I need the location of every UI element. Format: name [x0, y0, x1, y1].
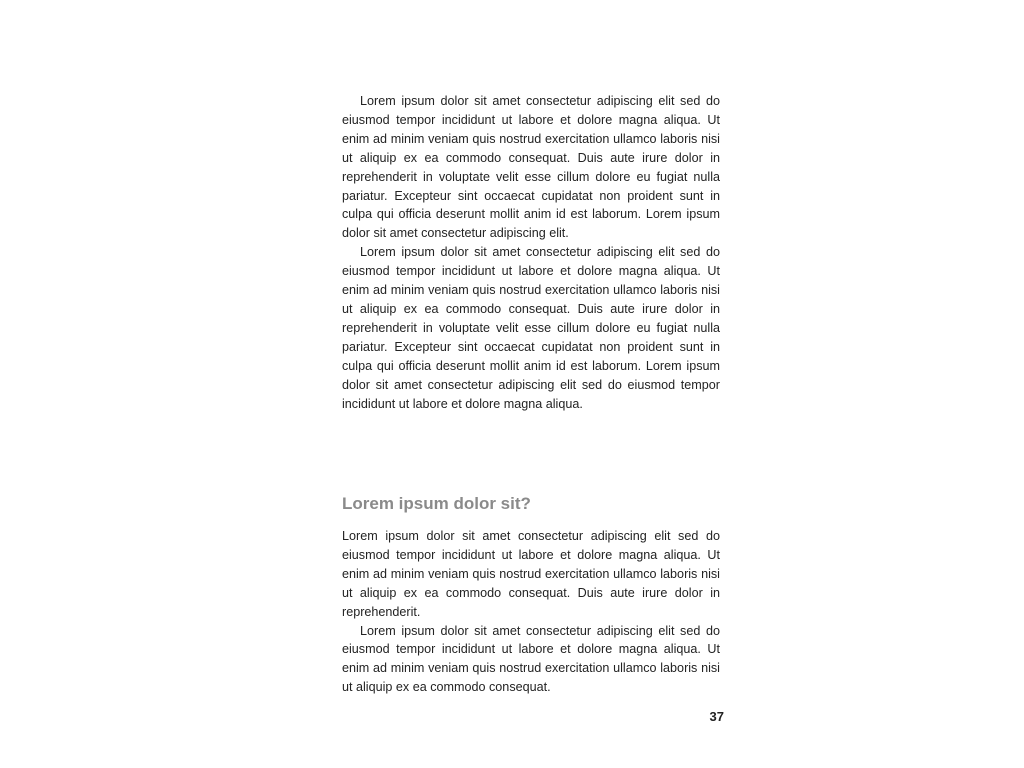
- body-text-section: [342, 92, 720, 413]
- body-paragraph: Lorem ipsum dolor sit amet consectetur adipiscing elit sed do eiusmod tempor incididunt ut labore et dolore magna aliqua. Ut enim ad minim veniam quis nostrud exercitation ullamco laboris nisi ut aliquip ex ea commodo consequat. Duis aute irure dolor in reprehenderit in voluptate velit esse cillum dolore eu fugiat nulla pariatur. Excepteur sint occaecat cupidatat non proident sunt in culpa qui officia deserunt mollit anim id est laborum. Lorem ipsum dolor sit amet consectetur adipiscing elit sed do eiusmod tempor incididunt ut labore et dolore magna aliqua.: [342, 245, 720, 411]
- body-text-section: [342, 527, 720, 697]
- section-heading: Lorem ipsum dolor sit?: [342, 494, 531, 513]
- page-number: 37: [709, 709, 724, 724]
- body-paragraph: Lorem ipsum dolor sit amet consectetur adipiscing elit sed do eiusmod tempor incididunt ut labore et dolore magna aliqua. Ut enim ad minim veniam quis nostrud exercitation ullamco laboris nisi ut aliquip ex ea commodo consequat. Duis aute irure dolor in reprehenderit in voluptate velit esse cillum dolore eu fugiat nulla pariatur. Excepteur sint occaecat cupidatat non proident sunt in culpa qui officia deserunt mollit anim id est laborum. Lorem ipsum dolor sit amet consectetur adipiscing elit.: [342, 94, 720, 241]
- body-paragraph: Lorem ipsum dolor sit amet consectetur adipiscing elit sed do eiusmod tempor incididunt ut labore et dolore magna aliqua. Ut enim ad minim veniam quis nostrud exercitation ullamco laboris nisi ut aliquip ex ea commodo consequat.: [342, 623, 720, 695]
- body-paragraph: Lorem ipsum dolor sit amet consectetur adipiscing elit sed do eiusmod tempor incididunt ut labore et dolore magna aliqua. Ut enim ad minim veniam quis nostrud exercitation ullamco laboris nisi ut aliquip ex ea commodo consequat. Duis aute irure dolor in reprehenderit.: [342, 529, 720, 619]
